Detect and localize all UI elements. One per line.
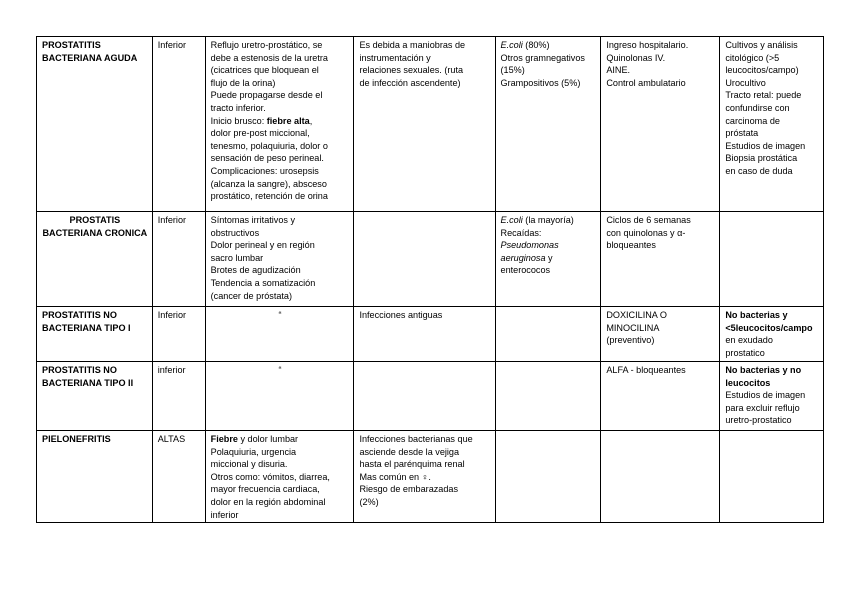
table-row <box>37 307 824 362</box>
table-row <box>37 37 824 212</box>
cause-cell <box>354 212 495 307</box>
diagnosis-cell <box>720 431 824 523</box>
treatment-cell: Ingreso hospitalario. Quinolonas IV. AINE. Control ambulatario <box>601 37 720 212</box>
cause-cell: Infecciones bacterianas que asciende desde la vejiga hasta el parénquima renal Mas común en ♀. Riesgo de embarazadas (2%) <box>354 431 495 523</box>
condition-name-cell: PROSTATITIS NO BACTERIANA TIPO II <box>37 362 153 431</box>
agents-cell <box>495 431 601 523</box>
treatment-cell: ALFA - bloqueantes <box>601 362 720 431</box>
treatment-cell: DOXICILINA O MINOCILINA (preventivo) <box>601 307 720 362</box>
agents-cell: E.coli (80%) Otros gramnegativos (15%) Grampositivos (5%) <box>495 37 601 212</box>
location-cell: Inferior <box>152 307 205 362</box>
cause-cell <box>354 362 495 431</box>
treatment-cell: Ciclos de 6 semanas con quinolonas y α- bloqueantes <box>601 212 720 307</box>
agents-cell: E.coli (la mayoría) Recaídas: Pseudomonas aeruginosa y enterococos <box>495 212 601 307</box>
clinical-cell: Síntomas irritativos y obstructivos Dolor perineal y en región sacro lumbar Brotes de agudización Tendencia a somatización (cancer de próstata) <box>205 212 354 307</box>
prostatitis-table <box>36 36 824 523</box>
diagnosis-cell: Cultivos y análisis citológico (>5 leucocitos/campo) Urocultivo Tracto retal: puede confundirse con carcinoma de próstata Estudios de imagen Biopsia prostática en caso de duda <box>720 37 824 212</box>
clinical-cell: “ <box>205 307 354 362</box>
agents-cell <box>495 362 601 431</box>
location-cell: inferior <box>152 362 205 431</box>
diagnosis-cell: No bacterias y <5leucocitos/campo en exudado prostatico <box>720 307 824 362</box>
diagnosis-cell: No bacterias y no leucocitos Estudios de imagen para excluir reflujo uretro-prostatico <box>720 362 824 431</box>
condition-name-cell: PROSTATITIS BACTERIANA AGUDA <box>37 37 153 212</box>
location-cell: Inferior <box>152 212 205 307</box>
condition-name-cell: PIELONEFRITIS <box>37 431 153 523</box>
table-row <box>37 431 824 523</box>
treatment-cell <box>601 431 720 523</box>
location-cell: ALTAS <box>152 431 205 523</box>
condition-name-cell: PROSTATIS BACTERIANA CRONICA <box>37 212 153 307</box>
clinical-cell: Reflujo uretro-prostático, se debe a estenosis de la uretra (cicatrices que bloquean el flujo de la orina) Puede propagarse desde el tracto inferior. Inicio brusco: fiebre alta, dolor pre-post miccional, tenesmo, polaquiuria, dolor o sensación de peso perineal. Complicaciones: urosepsis (alcanza la sangre), absceso prostático, retención de orina <box>205 37 354 212</box>
table-row <box>37 362 824 431</box>
table-row <box>37 212 824 307</box>
diagnosis-cell <box>720 212 824 307</box>
clinical-cell: Fiebre y dolor lumbar Polaquiuria, urgencia miccional y disuria. Otros como: vómitos, diarrea, mayor frecuencia cardiaca, dolor en la región abdominal inferior <box>205 431 354 523</box>
location-cell: Inferior <box>152 37 205 212</box>
cause-cell: Infecciones antiguas <box>354 307 495 362</box>
clinical-cell: “ <box>205 362 354 431</box>
condition-name-cell: PROSTATITIS NO BACTERIANA TIPO I <box>37 307 153 362</box>
cause-cell: Es debida a maniobras de instrumentación y relaciones sexuales. (ruta de infección ascendente) <box>354 37 495 212</box>
agents-cell <box>495 307 601 362</box>
